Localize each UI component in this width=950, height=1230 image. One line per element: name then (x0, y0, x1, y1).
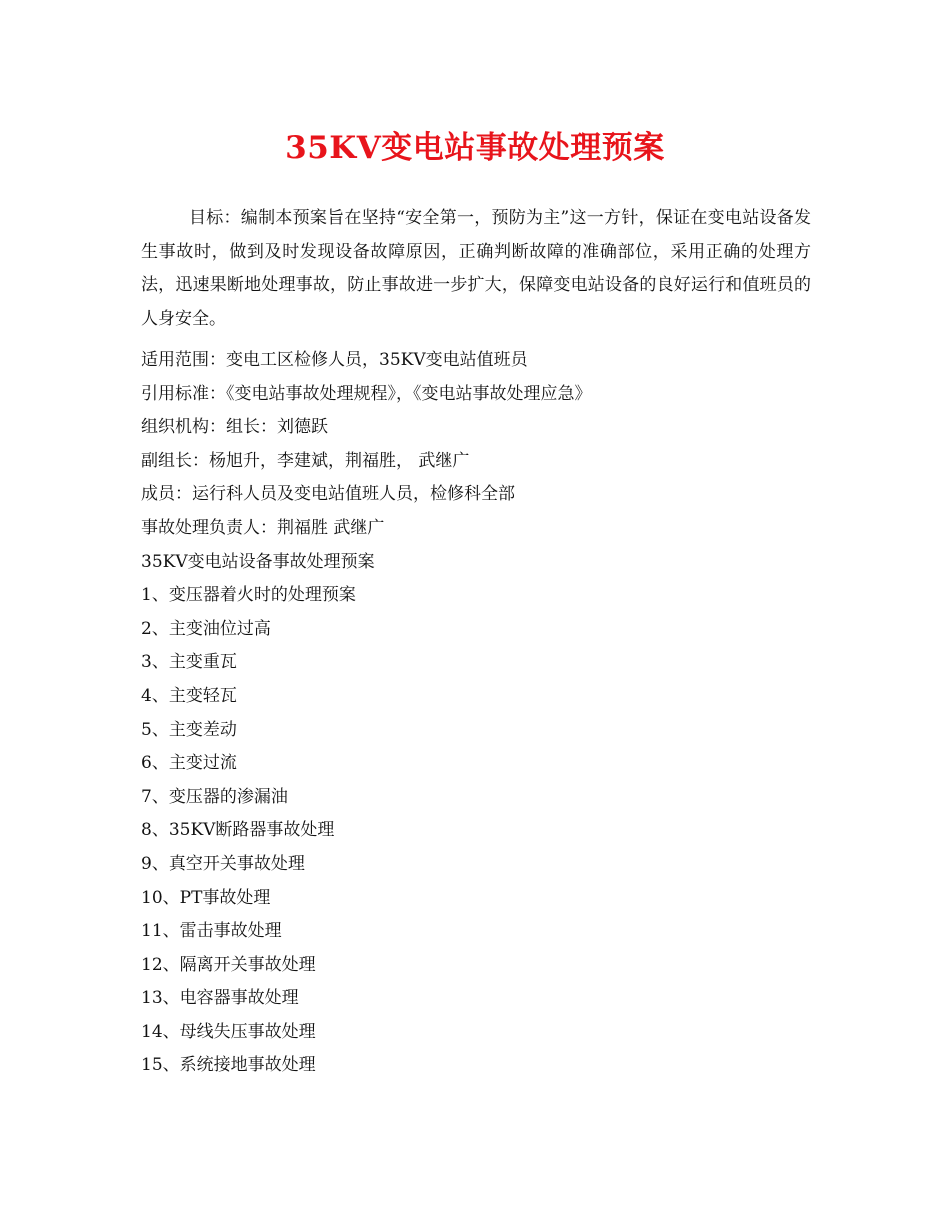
list-item: 3、主变重瓦 (141, 652, 237, 673)
list-item: 9、真空开关事故处理 (141, 853, 305, 874)
organization-line: 组织机构：组长：刘德跃 (141, 417, 328, 438)
list-item: 12、隔离开关事故处理 (141, 954, 316, 975)
scope-line: 适用范围：变电工区检修人员，35KV变电站值班员 (141, 350, 528, 370)
deputy-leaders-line: 副组长：杨旭升，李建斌，荆福胜， 武继广 (141, 450, 470, 471)
reference-standard-line: 引用标准：《变电站事故处理规程》，《变电站事故处理应急》 (141, 383, 592, 404)
list-item: 13、电容器事故处理 (141, 988, 299, 1009)
list-item: 4、主变轻瓦 (141, 685, 237, 706)
document-title: 35KV变电站事故处理预案 (285, 130, 665, 166)
list-item: 1、变压器着火时的处理预案 (141, 585, 356, 606)
list-item: 2、主变油位过高 (141, 618, 271, 639)
list-item: 8、35KV断路器事故处理 (141, 820, 335, 841)
members-line: 成员：运行科人员及变电站值班人员，检修科全部 (141, 484, 515, 505)
list-item: 6、主变过流 (141, 753, 237, 774)
list-item: 14、母线失压事故处理 (141, 1021, 316, 1042)
list-item: 15、系统接地事故处理 (141, 1055, 316, 1076)
responsible-person-line: 事故处理负责人：荆福胜 武继广 (141, 517, 385, 538)
document-body-lines (141, 344, 821, 1083)
objective-paragraph: 目标：编制本预案旨在坚持“安全第一，预防为主”这一方针，保证在变电站设备发生事故时，做到及时发现设备故障原因，正确判断故障的准确部位，采用正确的处理方法，迅速果断地处理事故，防止事故进一步扩大，保障变电站设备的良好运行和值班员的人身安全。 (141, 208, 811, 329)
list-item: 11、雷击事故处理 (141, 921, 282, 942)
list-item: 5、主变差动 (141, 719, 237, 740)
section-heading: 35KV变电站设备事故处理预案 (141, 551, 375, 572)
list-item: 7、变压器的渗漏油 (141, 786, 288, 807)
list-item: 10、PT事故处理 (141, 887, 271, 908)
